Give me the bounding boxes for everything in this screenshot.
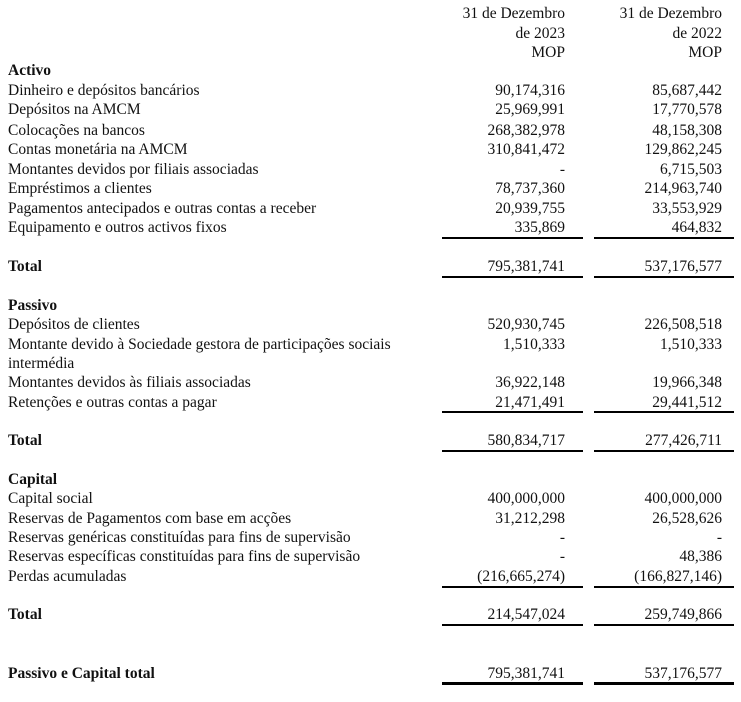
section-heading-activo (0, 61, 741, 81)
table-row (0, 547, 741, 567)
row-label: Pagamentos antecipados e outras contas a receber (8, 200, 317, 217)
table-row (0, 509, 741, 529)
row-label: Montantes devidos às filiais associadas (8, 374, 251, 391)
row-label: Equipamento e outros activos fixos (8, 219, 227, 236)
grand-total-rule (594, 682, 734, 685)
value-2023: 335,869 (514, 219, 565, 236)
total-rule (594, 450, 734, 452)
total-rule (594, 276, 734, 278)
table-row (0, 160, 741, 180)
value-2022: 400,000,000 (644, 490, 722, 507)
table-row (0, 121, 741, 141)
value-2022: 48,158,308 (652, 122, 722, 139)
value-2023: 268,382,978 (487, 122, 565, 139)
section-heading-capital (0, 470, 741, 490)
table-row (0, 489, 741, 509)
column-header-2023 (440, 4, 565, 63)
section-heading-passivo (0, 296, 741, 316)
row-label: Contas monetária na AMCM (8, 141, 188, 158)
value-2023: 400,000,000 (487, 490, 565, 507)
value-2022: 129,862,245 (644, 141, 722, 158)
value-2023: 20,939,755 (495, 200, 565, 217)
section-title: Capital (8, 471, 58, 488)
value-2022: 19,966,348 (652, 374, 722, 391)
value-2022: 29,441,512 (652, 394, 722, 411)
value-2023: - (559, 548, 565, 565)
value-2022: 48,386 (679, 548, 722, 565)
header-date-line: 31 de Dezembro (462, 5, 565, 22)
header-currency-line: MOP (531, 44, 565, 61)
column-header-2022 (592, 4, 722, 63)
row-label-continuation: intermédia (8, 355, 75, 372)
table-row (0, 140, 741, 160)
table-row (0, 218, 741, 238)
value-2022: - (716, 529, 722, 546)
value-2022: (166,827,146) (634, 568, 722, 585)
header-date-line: 31 de Dezembro (619, 5, 722, 22)
grand-total-2023: 795,381,741 (487, 665, 565, 682)
total-rule (442, 276, 583, 278)
value-2022: 26,528,626 (652, 510, 722, 527)
section-title: Activo (8, 62, 52, 79)
total-2022: 537,176,577 (644, 258, 722, 275)
value-2022: 85,687,442 (652, 82, 722, 99)
subtotal-rule (594, 411, 734, 413)
total-row-activo (0, 257, 741, 277)
value-2023: 36,922,148 (495, 374, 565, 391)
row-label: Montante devido à Sociedade gestora de participações sociais (8, 336, 391, 353)
section-title: Passivo (8, 297, 58, 314)
total-2023: 214,547,024 (487, 606, 565, 623)
row-label: Montantes devidos por filiais associadas (8, 161, 259, 178)
table-row (0, 179, 741, 199)
row-label: Reservas específicas constituídas para fins de supervisão (8, 548, 361, 565)
total-rule (594, 624, 734, 626)
row-label: Depósitos de clientes (8, 316, 140, 333)
value-2022: 214,963,740 (644, 180, 722, 197)
row-label: Dinheiro e depósitos bancários (8, 82, 200, 99)
grand-total-rule (442, 682, 583, 685)
total-rule (442, 450, 583, 452)
total-2022: 277,426,711 (645, 432, 722, 449)
table-row (0, 315, 741, 335)
value-2023: - (559, 529, 565, 546)
row-label: Colocações na bancos (8, 122, 145, 139)
value-2022: 226,508,518 (644, 316, 722, 333)
value-2022: 17,770,578 (652, 101, 722, 118)
value-2023: 310,841,472 (487, 141, 565, 158)
value-2023: 21,471,491 (495, 394, 565, 411)
subtotal-rule (442, 411, 583, 413)
subtotal-rule (594, 586, 734, 588)
total-2022: 259,749,866 (644, 606, 722, 623)
total-label: Total (8, 432, 42, 449)
grand-total-2022: 537,176,577 (644, 665, 722, 682)
table-row (0, 81, 741, 101)
table-row (0, 528, 741, 548)
value-2023: 25,969,991 (495, 101, 565, 118)
header-year-line: de 2023 (515, 24, 565, 42)
subtotal-rule (442, 237, 583, 239)
value-2023: 1,510,333 (503, 336, 565, 353)
total-label: Total (8, 258, 42, 275)
value-2022: 1,510,333 (660, 336, 722, 353)
row-label: Capital social (8, 490, 93, 507)
value-2023: 31,212,298 (495, 510, 565, 527)
total-2023: 580,834,717 (487, 432, 565, 449)
table-row (0, 100, 741, 120)
value-2022: 6,715,503 (660, 161, 722, 178)
row-label: Reservas de Pagamentos com base em acções (8, 510, 292, 527)
value-2022: 33,553,929 (652, 200, 722, 217)
header-currency-line: MOP (688, 44, 722, 61)
value-2023: (216,665,274) (477, 568, 565, 585)
grand-total-row (0, 664, 741, 684)
table-row (0, 567, 741, 587)
value-2023: - (559, 161, 565, 178)
row-label: Retenções e outras contas a pagar (8, 394, 217, 411)
value-2023: 520,930,745 (487, 316, 565, 333)
table-row (0, 393, 741, 413)
table-row (0, 373, 741, 393)
row-label: Perdas acumuladas (8, 568, 127, 585)
value-2023: 90,174,316 (495, 82, 565, 99)
total-2023: 795,381,741 (487, 258, 565, 275)
total-row-passivo (0, 431, 741, 451)
subtotal-rule (594, 237, 734, 239)
total-label: Total (8, 606, 42, 623)
total-row-capital (0, 605, 741, 625)
subtotal-rule (442, 586, 583, 588)
row-label: Empréstimos a clientes (8, 180, 152, 197)
total-rule (442, 624, 583, 626)
row-label: Depósitos na AMCM (8, 101, 141, 118)
grand-total-label: Passivo e Capital total (8, 665, 155, 682)
value-2023: 78,737,360 (495, 180, 565, 197)
header-year-line: de 2022 (672, 24, 722, 42)
row-label: Reservas genéricas constituídas para fins de supervisão (8, 529, 351, 546)
value-2022: 464,832 (671, 219, 722, 236)
table-row-continuation (0, 354, 741, 374)
table-row (0, 335, 741, 355)
table-row (0, 199, 741, 219)
